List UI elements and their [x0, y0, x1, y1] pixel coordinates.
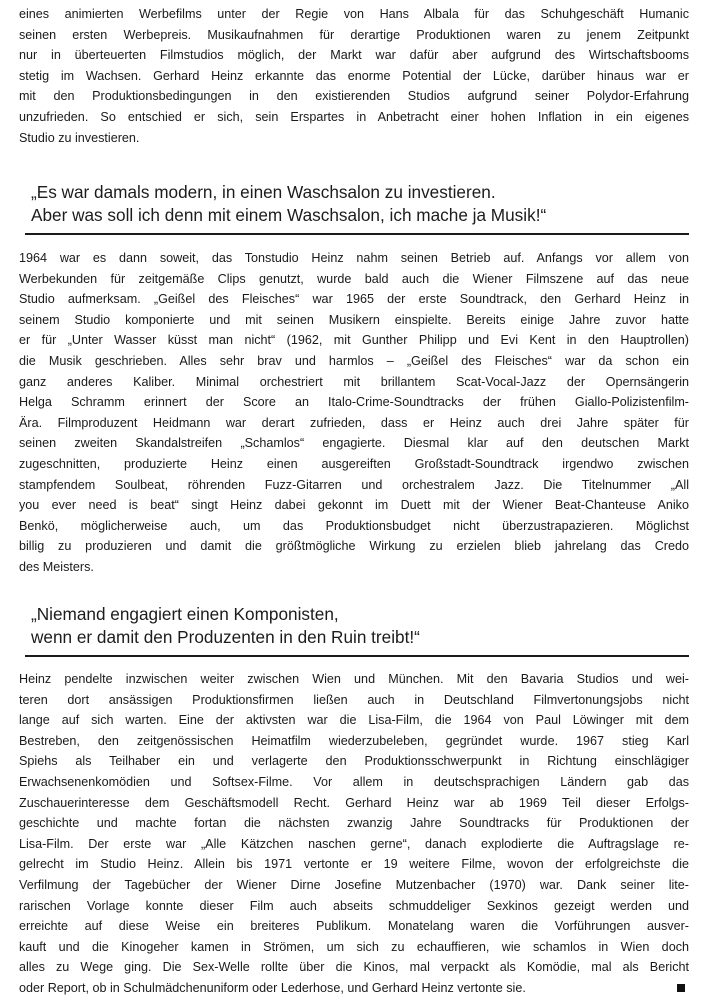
- text-line: die Musik geschrieben. Alles sehr brav und harmlos – „Geißel des Fleisches“ war da schon ein: [19, 353, 689, 368]
- text-line: Benkö, möglicherweise auch, um das Produktionsbudget nicht überzustrapazieren. Möglichst: [19, 518, 689, 533]
- pull-quote-2: [19, 603, 689, 657]
- text-line: Helga Schramm erinnert der Score an Italo-Crime-Soundtracks der frühen Giallo-Polizistenfilm-: [19, 395, 689, 410]
- final-paragraph: [19, 669, 689, 999]
- text-line: kauft und die Kinogeher kamen in Strömen, um sich zu echauffieren, wie schamlos in Wien doch: [19, 939, 689, 954]
- pull-quote-1: [19, 181, 689, 235]
- text-line: billig zu produzieren und damit die größtmögliche Wirkung zu erzielen blieb jahrelang das Credo: [19, 539, 689, 554]
- pull-quote-line: Aber was soll ich denn mit einem Waschsalon, ich mache ja Musik!“: [31, 205, 547, 225]
- text-line: Spiehs als Teilhaber ein und verlagerte den Produktionsschwerpunkt in Richtung einschlägiger: [19, 754, 689, 769]
- text-line: lange auf sich warten. Eine der aktivsten war die Lisa-Film, die 1964 von Paul Löwinger mit dem: [19, 713, 689, 728]
- text-line: nur in überteuerten Filmstudios möglich, der Markt war dafür aber aufgrund des Wirtschaftsbooms: [19, 48, 689, 63]
- text-line: erreichte auf diese Weise ein breiteres Publikum. Monatelang waren die Vorführungen ausver-: [19, 919, 689, 934]
- text-line: eines animierten Werbefilms unter der Regie von Hans Albala für das Schuhgeschäft Humanic: [19, 7, 689, 21]
- end-of-article-mark: [677, 984, 685, 992]
- text-line: Studio aufmerksam. „Geißel des Fleisches“ war 1965 der erste Soundtrack, den Gerhard Heinz in: [19, 292, 689, 307]
- text-line: zugeschnitten, produzierte Heinz einen ausgereiften Großstadt-Soundtrack irgendwo zwischen: [19, 456, 689, 471]
- text-line: ganz anderes Kaliber. Minimal orchestriert mit brillantem Scat-Vocal-Jazz der Opernsängerin: [19, 374, 689, 389]
- text-line: you ever need is beat“ singt Heinz dabei gekonnt im Duett mit der Wiener Beat-Chanteuse Aniko: [19, 498, 689, 513]
- pull-quote-line: „Niemand engagiert einen Komponisten,: [31, 604, 339, 624]
- text-line: Lisa-Film. Der erste war „Alle Kätzchen naschen gerne“, danach explodierte die Auftragslage re-: [19, 836, 689, 851]
- pull-quote-line: wenn er damit den Produzenten in den Ruin treibt!“: [31, 627, 420, 647]
- text-line: rarischen Vorlage konnte dieser Film auch abseits schmuddeliger Sexkinos gezeigt werden und: [19, 898, 689, 913]
- text-line: teren dort ansässigen Produktionsfirmen ließen auch in Deutschland Filmvertonungsjobs nicht: [19, 692, 689, 707]
- text-line: [19, 978, 689, 999]
- text-line: Verfilmung der Tagebücher der Wiener Dirne Josefine Mutzenbacher (1970) war. Dank seiner lite-: [19, 877, 689, 892]
- middle-paragraph: [19, 248, 689, 578]
- text-line: 1964 war es dann soweit, das Tonstudio Heinz nahm seinen Betrieb auf. Anfangs vor allem von: [19, 251, 689, 265]
- text-line: stetig im Wachsen. Gerhard Heinz erkannte das enorme Potential der Lücke, darüber hinaus war er: [19, 68, 689, 83]
- text-line: gelrecht im Studio Heinz. Allein bis 1971 vertonte er 19 weitere Filme, wovon der erfolgreichste die: [19, 857, 689, 872]
- text-line: unzufrieden. So entschied er sich, sein Erspartes in Anbetracht einer hohen Inflation in ein eigenes: [19, 109, 689, 124]
- quote-divider: [25, 655, 689, 657]
- quote-divider: [25, 233, 689, 235]
- pull-quote-line: „Es war damals modern, in einen Waschsalon zu investieren.: [31, 182, 496, 202]
- text-line: mit den Produktionsbedingungen in den existierenden Studios aufgrund seiner Polydor-Erfahrung: [19, 89, 689, 104]
- text-line: seinen zweiten Skandalstreifen „Schamlos“ engagierte. Diesmal klar auf den deutschen Markt: [19, 436, 689, 451]
- text-line: Bestreben, den zeitgenössischen Heimatfilm wiederzubeleben, gegründet wurde. 1967 stieg Karl: [19, 733, 689, 748]
- text-line: seinen ersten Werbepreis. Musikaufnahmen für derartige Produktionen waren zu jenem Zeitpunkt: [19, 27, 689, 42]
- text-line: Zuschauerinteresse dem Geschäftsmodell Recht. Gerhard Heinz war ab 1969 Teil dieser Erfolgs-: [19, 795, 689, 810]
- text-line: Heinz pendelte inzwischen weiter zwischen Wien und München. Mit den Bavaria Studios und wei-: [19, 672, 689, 686]
- text-line: Werbekunden für zeitgemäße Clips genutzt, wurde bald auch die Wiener Filmszene auf das neue: [19, 271, 689, 286]
- text-line: geschichte und machte fortan die nächsten zwanzig Jahre Soundtracks für Produktionen der: [19, 816, 689, 831]
- text-line: alles zu Wege ging. Die Sex-Welle rollte über die Kinos, mal verpackt als Komödie, mal als Bericht: [19, 960, 689, 975]
- text-line-content: oder Report, ob in Schulmädchenuniform oder Lederhose, und Gerhard Heinz vertonte sie.: [19, 980, 526, 995]
- text-line: er für „Unter Wasser küsst man nicht“ (1962, mit Gunther Philipp und Evi Kent in den Hauptrollen): [19, 333, 689, 348]
- text-line: stampfendem Soulbeat, röhrenden Fuzz-Gitarren und orchestralem Jazz. Die Titelnummer „All: [19, 477, 689, 492]
- text-line: seinem Studio komponierte und mit seinen Musikern einspielte. Bereits einige Jahre zuvor hatte: [19, 312, 689, 327]
- intro-paragraph: [19, 4, 689, 148]
- text-line: des Meisters.: [19, 559, 94, 574]
- text-line: Studio zu investieren.: [19, 130, 140, 145]
- text-line: Erwachsenenkomödien und Softsex-Filme. Vor allem in deutschsprachigen Ländern gab das: [19, 774, 689, 789]
- text-line: Ära. Filmproduzent Heidmann war derart zufrieden, dass er Heinz auch drei Jahre später für: [19, 415, 689, 430]
